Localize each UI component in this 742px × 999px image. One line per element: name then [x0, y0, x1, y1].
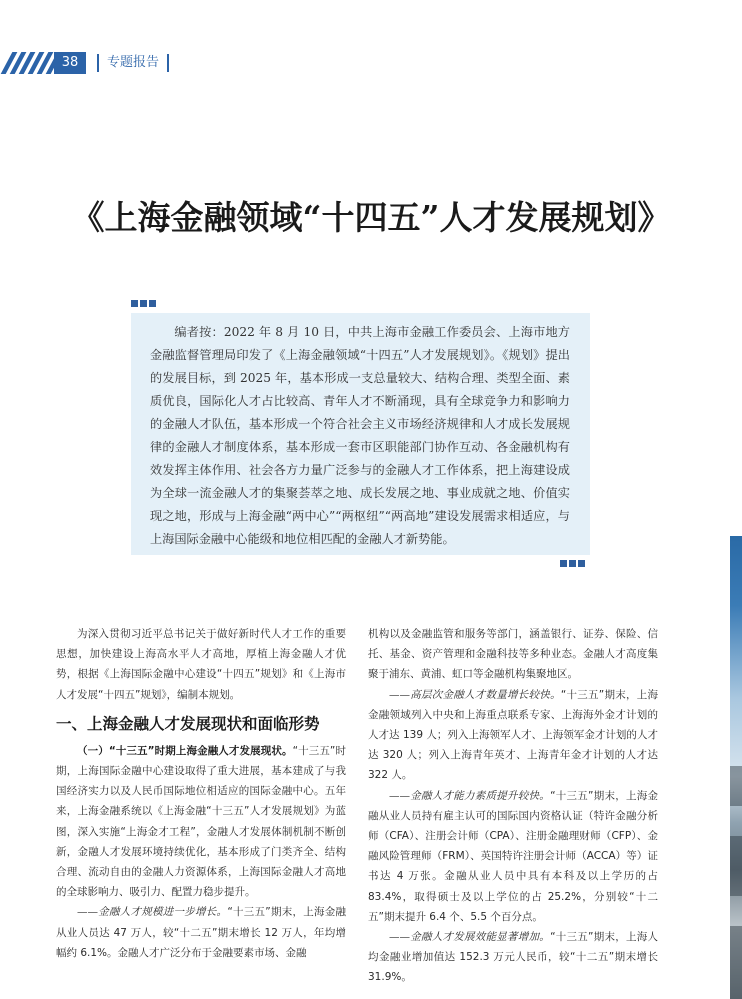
header-divider [97, 54, 99, 72]
editor-note-text: 编者按：2022 年 8 月 10 日，中共上海市金融工作委员会、上海市地方金融监督管理局印发了《上海金融领域“十四五”人才发展规划》。《规划》提出的发展目标，到 2025 年，基本形成一支总量较大、结构合理、类型全面、素质优良，国际化人才占比较高、青年人才不断涌现，具有全球竞争力和影响力的金融人才队伍，基本形成一个符合社会主义市场经济规律和人才成长发展规律的金融人才制度体系，基本形成一套市区职能部门协作互动、各金融机构有效发挥主体作用、社会各方力量广泛参与的金融人才工作体系，把上海建设成为全球一流金融人才的集聚荟萃之地、成长发展之地、事业成就之地、价值实现之地，形成与上海金融“两中心”“两枢纽”“两高地”建设发展需求相适应，与上海国际金融中心能级和地位相匹配的金融人才新势能。 [150, 325, 570, 546]
cityscape-photo-strip [730, 536, 742, 999]
paragraph-lead: ——高层次金融人才数量增长较快。 [389, 688, 561, 701]
page-number: 38 [54, 52, 86, 74]
right-column [368, 624, 658, 988]
subheading: （一）“十三五”时期上海金融人才发展现状。 [77, 744, 293, 757]
header-divider [167, 54, 169, 72]
note-squares-decoration [560, 560, 585, 567]
note-squares-decoration [131, 300, 156, 307]
section-heading: 一、上海金融人才发展现状和面临形势 [56, 714, 320, 733]
section-label: 专题报告 [107, 55, 160, 70]
paragraph-lead: ——金融人才能力素质提升较快。 [389, 789, 551, 802]
paragraph-text: “十三五”期末，上海金融从业人员达 47 万人，较“十二五”期末增长 12 万人，年均增幅约 6.1%。金融人才广泛分布于金融要素市场、金融 [56, 906, 346, 959]
paragraph-text: “十三五”期末，上海金融从业人员持有雇主认可的国际国内资格认证（特许金融分析师（CFA）、注册会计师（CPA）、注册金融理财师（CFP）、金融风险管理师（FRM）、英国特许注册会计师（ACCA）等）证书达 4 万张。金融从业人员中具有本科及以上学历的占 83.4%，取得硕士及以上学位的占 25.2%，分别较“十二五”期末提升 6.4 个、5.5 个百分点。 [368, 789, 659, 923]
paragraph-lead: ——金融人才发展效能显著增加。 [389, 931, 551, 944]
paragraph-text: “十三五”期末，上海金融领域列入中央和上海重点联系专家、上海海外金才计划的人才达 139 人；列入上海领军人才、上海领军金才计划的人才达 320 人；列入上海青年英才、上海青年金才计划的人才达 322 人。 [368, 688, 658, 782]
body-paragraph [368, 786, 658, 927]
body-paragraph [368, 685, 658, 786]
body-paragraph [56, 902, 346, 963]
left-column [56, 624, 346, 963]
document-title: 《上海金融领域“十四五”人才发展规划》 [71, 198, 671, 237]
body-paragraph [368, 927, 658, 988]
body-paragraph [56, 741, 346, 903]
paragraph-text: “十三五”期末，上海人均金融业增加值达 152.3 万元人民币，较“十二五”期末增长 31.9%。 [368, 931, 659, 984]
header-stripes-decoration [0, 52, 54, 74]
intro-paragraph: 为深入贯彻习近平总书记关于做好新时代人才工作的重要思想，加快建设上海高水平人才高地，厚植上海金融人才优势，根据《上海国际金融中心建设“十四五”规划》和《上海市人才发展“十四五”规划》，编制本规划。 [56, 628, 346, 701]
continuation-paragraph: 机构以及金融监管和服务等部门，涵盖银行、证券、保险、信托、基金、资产管理和金融科技等多种业态。金融人才高度集聚于浦东、黄浦、虹口等金融机构集聚地区。 [368, 628, 658, 681]
paragraph-lead: ——金融人才规模进一步增长。 [77, 906, 228, 919]
subheading-text: “十三五”时期，上海国际金融中心建设取得了重大进展，基本建成了与我国经济实力以及人民币国际地位相适应的国际金融中心。五年来，上海金融系统以《上海金融“十三五”人才发展规划》为蓝图，深入实施“上海金才工程”，金融人才发展体制机制不断创新，金融人才发展环境持续优化，基本形成了门类齐全、结构合理、流动自由的金融人力资源体系，上海国际金融人才高地的全球影响力、吸引力、配置力稳步提升。 [56, 744, 346, 899]
